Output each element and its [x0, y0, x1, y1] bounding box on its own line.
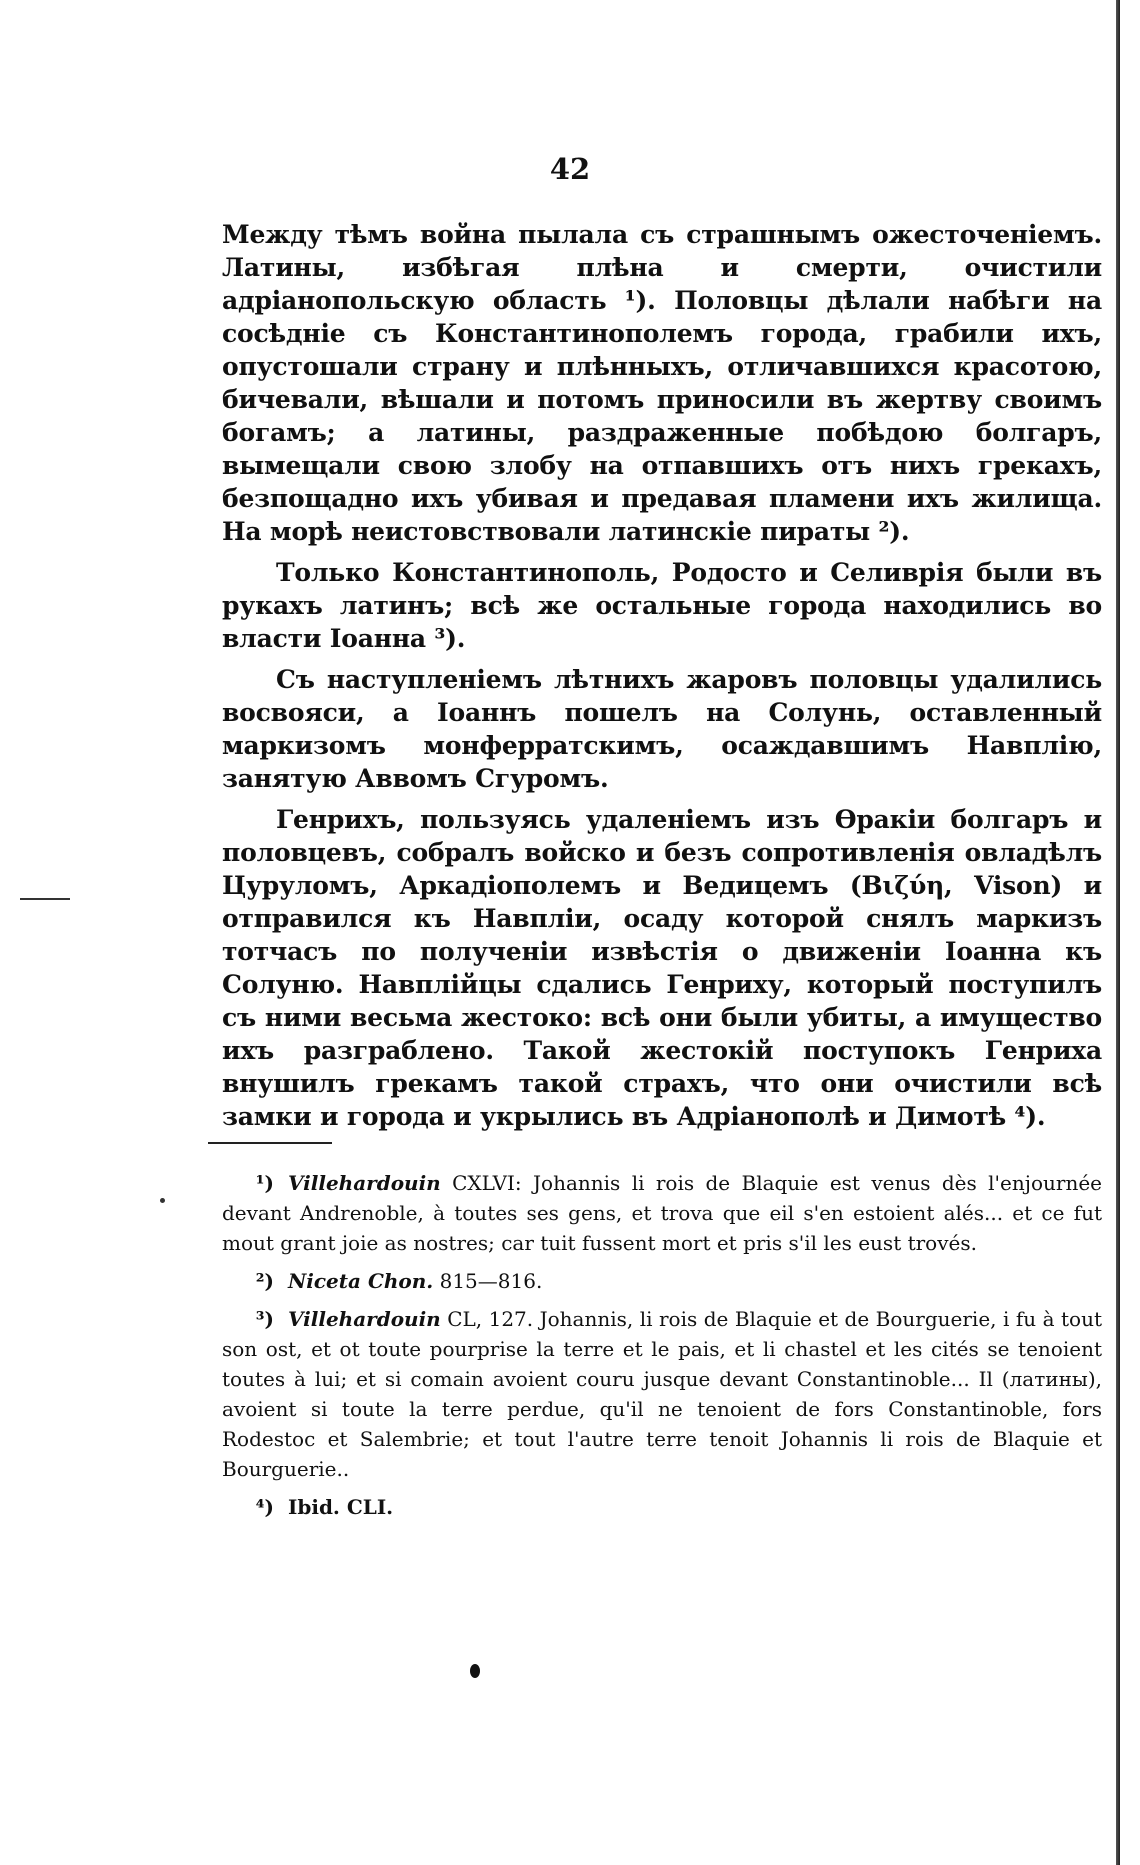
page-number [0, 152, 1140, 186]
scan-edge-top [1086, 0, 1119, 80]
footnote-2: ²) Niceta Chon. 815—816. [255, 1269, 543, 1293]
scan-edge-right [1116, 0, 1120, 1865]
margin-dot [160, 1198, 165, 1203]
bottom-bullet-mark [470, 1664, 480, 1678]
page-number-text: 42 [549, 152, 591, 186]
margin-mark [20, 898, 70, 900]
paragraph-2: Только Константинополь, Родосто и Селиврія были въ рукахъ латинъ; всѣ же остальные города находились во власти Іоанна ³). [222, 558, 1102, 653]
paragraph-3: Съ наступленіемъ лѣтнихъ жаровъ половцы удалились восвояси, а Іоаннъ пошелъ на Солунь, оставленный маркизомъ монферратскимъ, осаждавшимъ Навплію, занятую Аввомъ Сгуромъ. [222, 665, 1102, 793]
main-text [222, 218, 1102, 1133]
footnote-4: ⁴) Ibid. CLI. [255, 1495, 394, 1519]
paragraph-4: Генрихъ, пользуясь удаленіемъ изъ Ѳракіи болгаръ и половцевъ, собралъ войско и безъ сопротивленія овладѣлъ Цуруломъ, Аркадіополемъ и Ведицемъ (Βιζύη, Vison) и отправился къ Навпліи, осаду которой снялъ маркизъ тотчасъ по полученіи извѣстія о движеніи Іоанна къ Солуню. Навплійцы сдались Генриху, который поступилъ съ ними весьма жестоко: всѣ они были убиты, а имущество ихъ разграблено. Такой жестокій поступокъ Генриха внушилъ грекамъ такой страхъ, что они очистили всѣ замки и города и укрылись въ Адріанополѣ и Димотѣ ⁴). [222, 805, 1102, 1131]
footnote-3: ³) Villehardouin CL, 127. Johannis, li rois de Blaquie et de Bourguerie, i fu à tout son ost, et ot toute pourprise la terre et le pais, et li chastel et les cités se tenoient toutes à lui; et si comain avoient couru jusque devant Constantinoble... Il (латины), avoient si toute la terre perdue, qu'il ne tenoient de fors Constantinoble, fors Rodestoc et Salembrie; et tout l'autre terre tenoit Johannis li rois de Blaquie et Bourguerie.. [222, 1307, 1102, 1481]
paragraph-1: Между тѣмъ война пылала съ страшнымъ ожесточеніемъ. Латины, избѣгая плѣна и смерти, очистили адріанопольскую область ¹). Половцы дѣлали набѣги на сосѣдніе съ Константинополемъ города, грабили ихъ, опустошали страну и плѣнныхъ, отличавшихся красотою, бичевали, вѣшали и потомъ приносили въ жертву своимъ богамъ; а латины, раздраженные побѣдою болгаръ, вымещали свою злобу на отпавшихъ отъ нихъ грекахъ, безпощадно ихъ убивая и предавая пламени ихъ жилища. На морѣ неистовствовали латинскіе пираты ²). [222, 220, 1102, 546]
footnotes [222, 1168, 1102, 1530]
footnote-1: ¹) Villehardouin CXLVI: Johannis li rois de Blaquie est venus dès l'enjournée devant Andrenoble, à toutes ses gens, et trova que eil s'en estoient alés... et ce fut mout grant joie as nostres; car tuit fussent mort et pris s'il les eust trovés. [222, 1171, 1103, 1255]
footnote-rule [208, 1142, 332, 1144]
